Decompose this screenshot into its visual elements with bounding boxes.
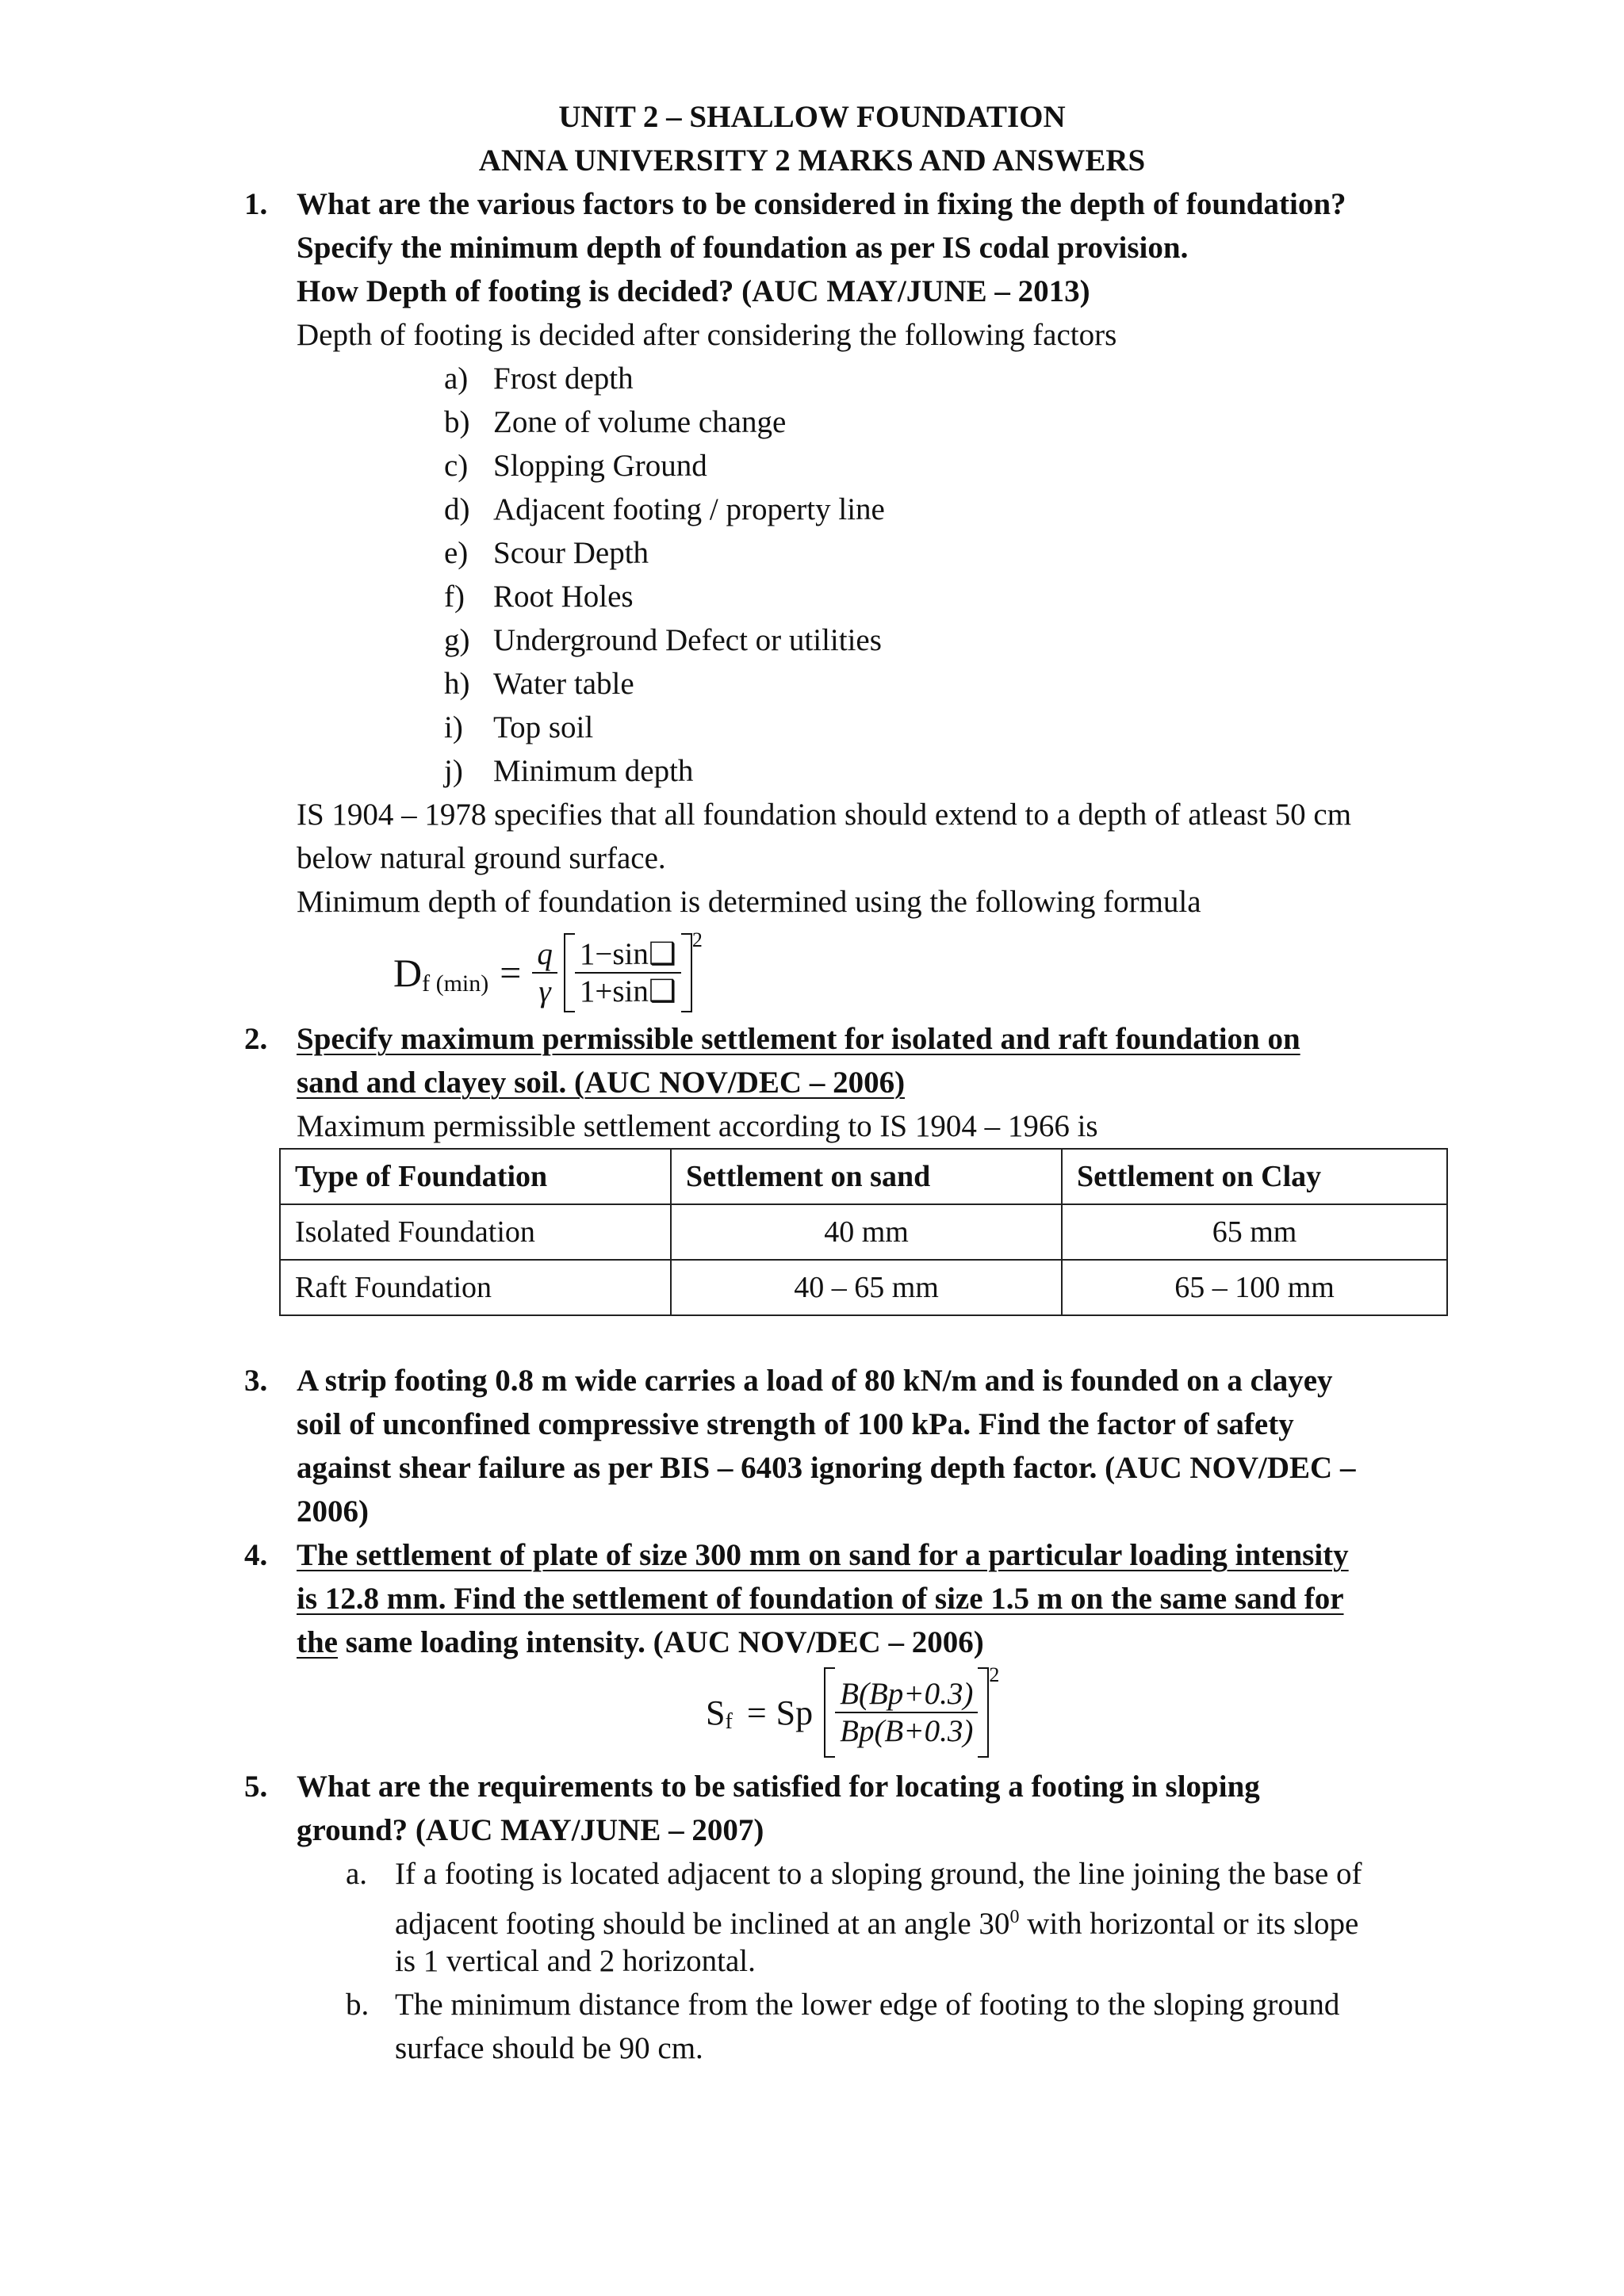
table-cell: 65 mm	[1062, 1204, 1447, 1260]
formula-lhs: S	[706, 1693, 726, 1732]
table-header-row	[280, 1149, 1447, 1204]
table-cell: Isolated Foundation	[280, 1204, 671, 1260]
settlement-table	[279, 1148, 1448, 1316]
table-cell: Raft Foundation	[280, 1260, 671, 1315]
question-4-number: 4.	[244, 1538, 268, 1572]
question-1-number: 1.	[244, 187, 268, 221]
table-cell: 65 – 100 mm	[1062, 1260, 1447, 1315]
factor-item: Minimum depth	[493, 754, 694, 788]
factor-mark: h)	[444, 667, 470, 701]
table-header-cell: Settlement on sand	[671, 1149, 1062, 1204]
table-cell: 40 – 65 mm	[671, 1260, 1062, 1315]
question-4-line-2: is 12.8 mm. Find the settlement of foundation of size 1.5 m on the same sand for	[297, 1582, 1344, 1616]
question-5-line-1: What are the requirements to be satisfied for locating a footing in sloping	[297, 1770, 1260, 1804]
question-3-line-1: A strip footing 0.8 m wide carries a load of 80 kN/m and is founded on a clayey	[297, 1364, 1333, 1398]
is-code-line-2: below natural ground surface.	[297, 841, 666, 875]
formula-fraction	[835, 1676, 978, 1749]
right-bracket	[681, 933, 692, 1012]
question-1-intro: Depth of footing is decided after considering the following factors	[297, 318, 1117, 352]
is-code-line-1: IS 1904 – 1978 specifies that all foundation should extend to a depth of atleast 50 cm	[297, 798, 1352, 832]
degree-superscript: 0	[1009, 1907, 1020, 1927]
question-1-line-2: Specify the minimum depth of foundation as per IS codal provision.	[297, 231, 1189, 265]
table-header-cell: Type of Foundation	[280, 1149, 671, 1204]
factor-mark: e)	[444, 536, 469, 570]
factor-mark: j)	[444, 754, 463, 788]
table-header-cell: Settlement on Clay	[1062, 1149, 1447, 1204]
question-3-line-3: against shear failure as per BIS – 6403 ignoring depth factor. (AUC NOV/DEC –	[297, 1451, 1356, 1485]
formula-numerator: B(Bp+0.3)	[835, 1676, 978, 1713]
min-depth-formula	[393, 929, 703, 1016]
question-2-intro: Maximum permissible settlement according to IS 1904 – 1966 is	[297, 1109, 1098, 1143]
question-2-number: 2.	[244, 1022, 268, 1056]
question-3-line-4: 2006)	[297, 1494, 369, 1529]
requirement-a-line-2-tail: with horizontal or its slope	[1019, 1907, 1359, 1941]
question-3-number: 3.	[244, 1364, 268, 1398]
question-1-line-3: How Depth of footing is decided? (AUC MAY/JUNE – 2013)	[297, 274, 1090, 308]
formula-lhs-subscript: f (min)	[422, 970, 489, 997]
left-bracket	[564, 933, 575, 1012]
settlement-formula	[706, 1665, 999, 1760]
question-1-line-1: What are the various factors to be considered in fixing the depth of foundation?	[297, 187, 1346, 221]
factor-item: Adjacent footing / property line	[493, 492, 885, 526]
factor-item: Water table	[493, 667, 634, 701]
document-title: UNIT 2 – SHALLOW FOUNDATION	[558, 100, 1066, 134]
left-bracket	[824, 1667, 835, 1758]
factor-mark: b)	[444, 405, 470, 439]
document-subtitle: ANNA UNIVERSITY 2 MARKS AND ANSWERS	[478, 144, 1146, 178]
requirement-b-mark: b.	[346, 1988, 370, 2022]
formula-denominator: Bp(B+0.3)	[840, 1714, 974, 1748]
factor-mark: d)	[444, 492, 470, 526]
question-2-line-1: Specify maximum permissible settlement for isolated and raft foundation on	[297, 1022, 1300, 1056]
formula-equals: =	[500, 951, 522, 994]
factor-item: Root Holes	[493, 580, 634, 614]
formula-rhs: Sp	[776, 1693, 814, 1732]
formula-lhs-subscript: f	[725, 1709, 733, 1734]
formula-intro: Minimum depth of foundation is determined using the following formula	[297, 885, 1201, 919]
factor-item: Slopping Ground	[493, 449, 707, 483]
factor-mark: g)	[444, 623, 470, 657]
requirement-a-line-1: If a footing is located adjacent to a sloping ground, the line joining the base of	[395, 1857, 1362, 1891]
inner-numerator: 1−sin❑	[575, 936, 681, 974]
factor-item: Underground Defect or utilities	[493, 623, 882, 657]
question-4-line-3	[297, 1621, 984, 1664]
table-row	[280, 1260, 1447, 1315]
table-row	[280, 1204, 1447, 1260]
factor-item: Scour Depth	[493, 536, 649, 570]
factor-item: Frost depth	[493, 362, 634, 396]
requirement-a-line-2-text: adjacent footing should be inclined at an angle 30	[395, 1907, 1010, 1941]
question-5-line-2: ground? (AUC MAY/JUNE – 2007)	[297, 1813, 764, 1847]
question-5-number: 5.	[244, 1770, 268, 1804]
requirement-a-mark: a.	[346, 1857, 368, 1891]
requirement-a-line-3: is 1 vertical and 2 horizontal.	[395, 1944, 756, 1978]
formula-lhs: D	[393, 951, 423, 995]
formula-numerator: q	[532, 936, 557, 974]
formula-fraction-q-gamma	[532, 936, 557, 1009]
factor-mark: f)	[444, 580, 465, 614]
inner-denominator: 1+sin❑	[579, 974, 676, 1008]
factor-mark: i)	[444, 710, 463, 744]
formula-power: 2	[989, 1663, 1000, 1686]
factor-item: Zone of volume change	[493, 405, 787, 439]
question-4-line-3-rest: same loading intensity. (AUC NOV/DEC – 2006)	[338, 1625, 984, 1659]
question-2-line-2: sand and clayey soil. (AUC NOV/DEC – 2006)	[297, 1066, 906, 1100]
factor-mark: a)	[444, 362, 469, 396]
formula-denominator: γ	[538, 974, 551, 1008]
question-4-line-3-underlined: the	[297, 1625, 338, 1659]
table-cell: 40 mm	[671, 1204, 1062, 1260]
formula-equals: =	[746, 1693, 767, 1732]
factor-item: Top soil	[493, 710, 594, 744]
question-3-line-2: soil of unconfined compressive strength of 100 kPa. Find the factor of safety	[297, 1407, 1294, 1441]
requirement-b-line-2: surface should be 90 cm.	[395, 2031, 703, 2065]
formula-bracket-group	[564, 928, 703, 1012]
right-bracket	[978, 1667, 989, 1758]
formula-inner-fraction	[575, 936, 681, 1009]
question-4-line-1: The settlement of plate of size 300 mm on sand for a particular loading intensity	[297, 1538, 1349, 1572]
formula-power: 2	[691, 928, 703, 951]
requirement-a-line-2	[395, 1896, 1358, 1946]
requirement-b-line-1: The minimum distance from the lower edge of footing to the sloping ground	[395, 1988, 1340, 2022]
factor-mark: c)	[444, 449, 469, 483]
